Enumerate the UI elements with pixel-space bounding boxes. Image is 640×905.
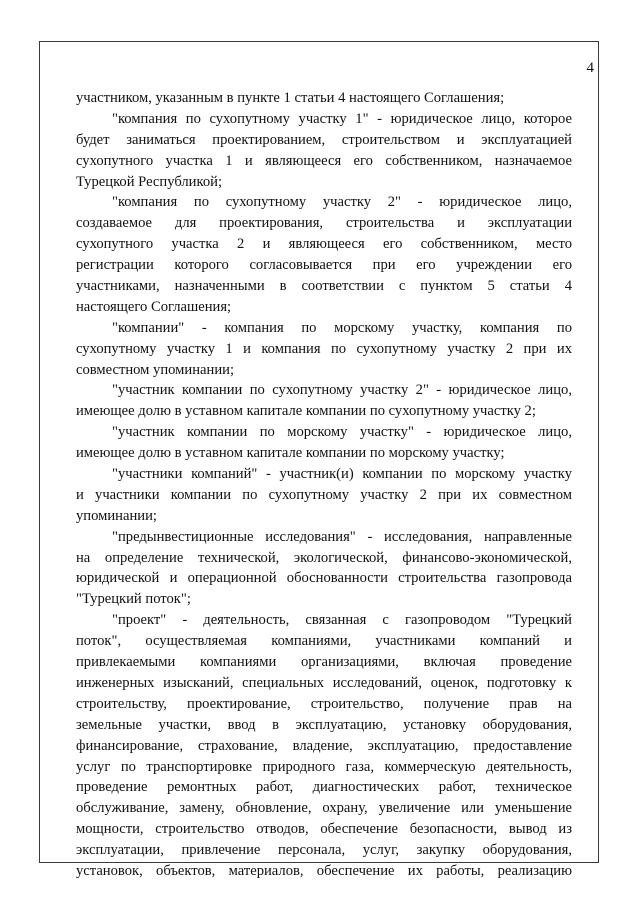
text-line: Турецкой Республикой; (76, 173, 222, 190)
text-line: упоминании; (76, 507, 157, 524)
text-line: строительству, проектирование, строительство, получение прав на (76, 695, 572, 712)
text-line: проведение ремонтных работ, диагностических работ, техническое (76, 779, 572, 796)
text-line: сухопутного участка 2 и являющееся его собственником, место (76, 236, 572, 253)
document-body (76, 88, 572, 882)
text-line: сухопутного участка 1 и являющееся его собственником, назначаемое (76, 152, 572, 169)
text-line: "Турецкий поток"; (76, 591, 191, 608)
text-line: участником, указанным в пункте 1 статьи 4 настоящего Соглашения; (76, 90, 505, 106)
text-line: "участник компании по морскому участку" - юридическое лицо, (112, 424, 572, 441)
text-line: поток", осуществляемая компаниями, участниками компаний и (76, 633, 572, 650)
text-line: финансирование, страхование, владение, эксплуатацию, предоставление (76, 737, 572, 754)
text-line: инженерных изысканий, специальных исследований, оценок, подготовку к (76, 674, 572, 691)
text-line: настоящего Соглашения; (76, 298, 232, 315)
text-line: совместном упоминании; (76, 361, 235, 378)
text-line: регистрации которого согласовывается при его учреждении его (76, 257, 572, 274)
text-line: и участники компании по сухопутному участку 2 при их совместном (76, 486, 572, 503)
text-line: имеющее долю в уставном капитале компании по сухопутному участку 2; (76, 403, 536, 420)
text-line: юридической и операционной обоснованности строительства газопровода (76, 570, 572, 587)
text-line: создаваемое для проектирования, строительства и эксплуатации (76, 215, 572, 232)
text-line: эксплуатации, привлечение персонала, услуг, закупку оборудования, (76, 842, 572, 859)
text-line: имеющее долю в уставном капитале компании по морскому участку; (76, 445, 505, 462)
text-line: "участник компании по сухопутному участку 2" - юридическое лицо, (112, 382, 572, 399)
text-line: "предынвестиционные исследования" - исследования, направленные (112, 528, 572, 545)
text-line: будет заниматься проектированием, строительством и эксплуатацией (76, 131, 572, 148)
text-line: установок, объектов, материалов, обеспечение их работы, реализацию (76, 862, 572, 879)
text-line: "компания по сухопутному участку 2" - юридическое лицо, (112, 194, 572, 211)
text-line: земельные участки, ввод в эксплуатацию, установку оборудования, (76, 716, 572, 733)
page-number: 4 (586, 60, 594, 76)
text-line: "компания по сухопутному участку 1" - юридическое лицо, которое (112, 110, 572, 127)
text-line: "участники компаний" - участник(и) компании по морскому участку (112, 466, 572, 483)
text-line: обслуживание, замену, обновление, охрану, увеличение или уменьшение (76, 800, 572, 817)
text-line: сухопутному участку 1 и компания по сухопутному участку 2 при их (76, 340, 572, 357)
text-line: услуг по транспортировке природного газа, коммерческую деятельность, (76, 758, 572, 775)
text-line: мощности, строительство отводов, обеспечение безопасности, вывод из (76, 821, 572, 838)
text-line: "проект" - деятельность, связанная с газопроводом "Турецкий (112, 612, 572, 629)
text-line: участниками, назначенными в соответствии с пунктом 5 статьи 4 (76, 278, 572, 295)
text-line: на определение технической, экологической, финансово-экономической, (76, 549, 572, 566)
text-line: "компании" - компания по морскому участку, компания по (112, 319, 572, 336)
text-line: привлекаемыми компаниями организациями, включая проведение (76, 654, 572, 671)
